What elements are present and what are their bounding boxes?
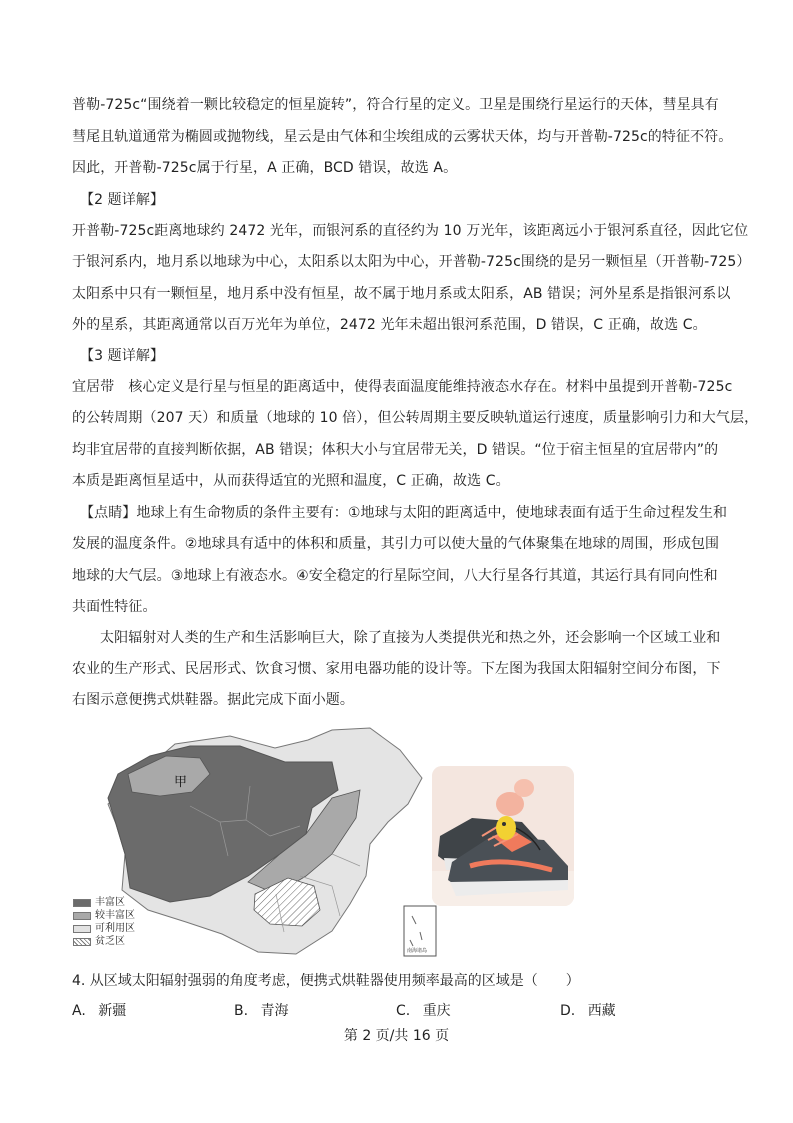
legend-item <box>73 923 135 935</box>
text-line: 本质是距离恒星适中，从而获得适宜的光照和温度，C 正确，故选 C。 <box>72 473 510 489</box>
option-letter: D. <box>560 1003 576 1019</box>
text-line: 右图示意便携式烘鞋器。据此完成下面小题。 <box>72 692 354 708</box>
text-line: 农业的生产形式、民居形式、饮食习惯、家用电器功能的设计等。下左图为我国太阳辐射空间分布图，下 <box>72 661 721 677</box>
section-heading: 【2 题详解】 <box>80 192 165 208</box>
option-c[interactable] <box>396 1001 451 1021</box>
legend-swatch <box>73 899 91 907</box>
inset-label: 南海诸岛 <box>407 948 428 954</box>
legend-item <box>73 897 135 909</box>
shoe-dryer-photo <box>432 766 574 906</box>
legend-swatch <box>73 925 91 933</box>
legend-label: 贫乏区 <box>95 936 125 947</box>
map-legend <box>73 897 135 949</box>
text-line: 太阳系中只有一颗恒星，地月系中没有恒星，故不属于地月系或太阳系，AB 错误；河外星系是指银河系以 <box>72 286 731 302</box>
option-a[interactable] <box>72 1001 126 1021</box>
text-line: 彗尾且轨道通常为椭圆或抛物线，星云是由气体和尘埃组成的云雾状天体，均与开普勒-725c的特征不符。 <box>72 129 733 145</box>
legend-item <box>73 936 135 948</box>
text-line: 发展的温度条件。②地球具有适中的体积和质量，其引力可以使大量的气体聚集在地球的周围，形成包围 <box>72 536 720 552</box>
text-line: 均非宜居带的直接判断依据，AB 错误；体积大小与宜居带无关，D 错误。“位于宿主恒星的宜居带内”的 <box>72 442 719 458</box>
option-letter: A. <box>72 1003 86 1019</box>
section-heading: 【3 题详解】 <box>80 348 165 364</box>
legend-swatch <box>73 912 91 920</box>
legend-label: 可利用区 <box>95 923 135 934</box>
text-line: 【点睛】地球上有生命物质的条件主要有：①地球与太阳的距离适中，使地球表面有适于生命过程发生和 <box>80 505 728 521</box>
text-line: 普勒-725c“围绕着一颗比较稳定的恒星旋转”，符合行星的定义。卫星是围绕行星运行的天体，彗星具有 <box>72 97 719 113</box>
text-line: 共面性特征。 <box>72 599 157 615</box>
text-line: 地球的大气层。③地球上有液态水。④安全稳定的行星际空间，八大行星各行其道，其运行具有同向性和 <box>72 568 718 584</box>
option-text: 重庆 <box>422 1003 451 1019</box>
text-line: 开普勒-725c距离地球约 2472 光年，而银河系的直径约为 10 万光年，该距离远小于银河系直径，因此它位 <box>72 223 749 239</box>
text-line: 因此，开普勒-725c属于行星，A 正确，BCD 错误，故选 A。 <box>72 160 458 176</box>
text-line: 于银河系内，地月系以地球为中心，太阳系以太阳为中心，开普勒-725c围绕的是另一颗恒星（开普勒-725） <box>72 254 751 270</box>
option-d[interactable] <box>560 1001 616 1021</box>
option-letter: B. <box>234 1003 249 1019</box>
legend-item <box>73 910 135 922</box>
page-number: 第 2 页/共 16 页 <box>343 1028 450 1044</box>
legend-swatch <box>73 938 91 946</box>
text-line: 太阳辐射对人类的生产和生活影响巨大，除了直接为人类提供光和热之外，还会影响一个区域工业和 <box>100 630 721 646</box>
region-label: 甲 <box>174 775 188 790</box>
text-line: 外的星系，其距离通常以百万光年为单位，2472 光年未超出银河系范围，D 错误，C 正确，故选 C。 <box>72 317 707 333</box>
question-4: 4. 从区域太阳辐射强弱的角度考虑，便携式烘鞋器使用频率最高的区域是（ ） <box>72 973 580 989</box>
text-line: 的公转周期（207 天）和质量（地球的 10 倍），但公转周期主要反映轨道运行速度，质量影响引力和大气层， <box>72 410 759 426</box>
option-text: 青海 <box>260 1003 289 1019</box>
option-text: 西藏 <box>587 1003 616 1019</box>
option-letter: C. <box>396 1003 411 1019</box>
option-b[interactable] <box>234 1001 289 1021</box>
legend-label: 较丰富区 <box>95 910 135 921</box>
option-text: 新疆 <box>98 1003 127 1019</box>
text-line: 宜居带 核心定义是行星与恒星的距离适中，使得表面温度能维持液态水存在。材料中虽提到开普勒-725c <box>72 379 733 395</box>
legend-label: 丰富区 <box>95 897 125 908</box>
